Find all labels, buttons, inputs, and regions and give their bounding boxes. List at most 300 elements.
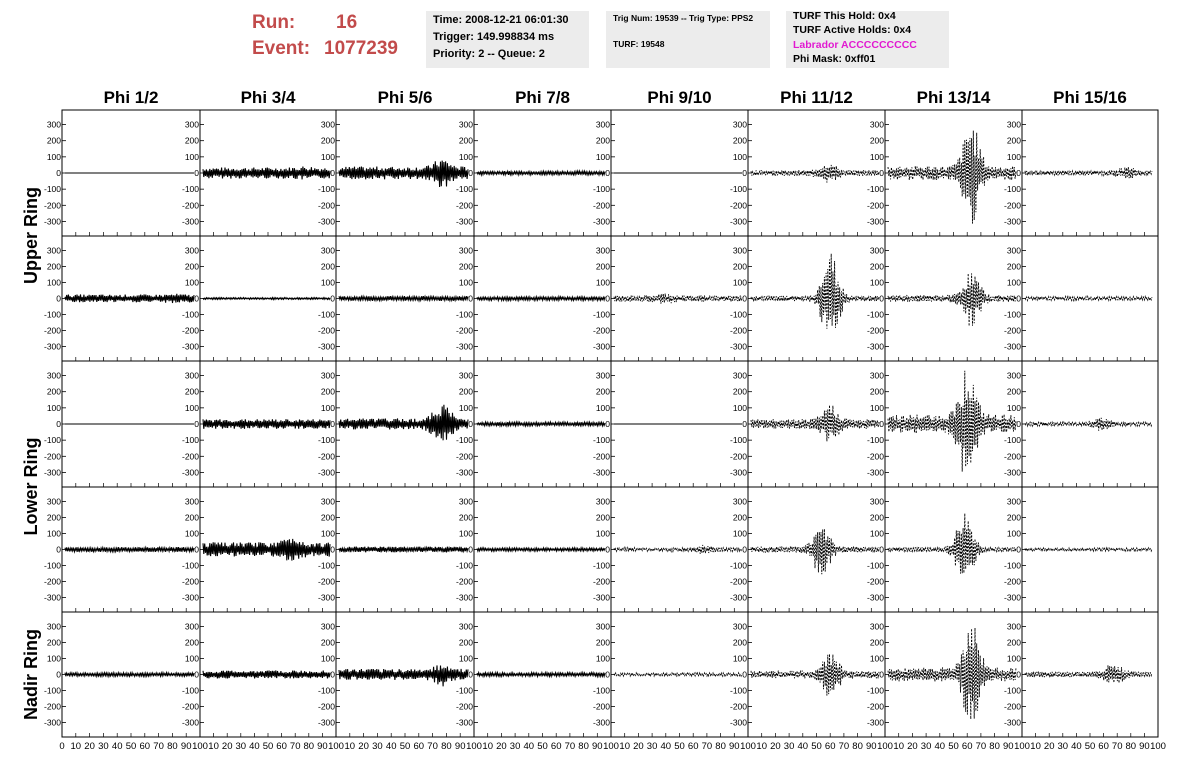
y-tick-label: 0 — [1016, 544, 1021, 555]
y-tick-label: -100 — [729, 685, 747, 696]
time-text: Time: 2008-12-21 06:01:30 — [433, 14, 569, 26]
y-tick-label: 300 — [869, 245, 884, 256]
y-tick-label: -100 — [729, 560, 747, 571]
x-tick-label: 40 — [111, 741, 123, 752]
waveform-trace — [888, 513, 1016, 573]
x-tick-label: 70 — [838, 741, 850, 752]
x-tick-label: 20 — [221, 741, 233, 752]
y-tick-label: -300 — [43, 592, 61, 603]
x-tick-label: 80 — [852, 741, 863, 752]
y-tick-label: 300 — [869, 119, 884, 130]
y-tick-label: 200 — [869, 512, 884, 523]
y-tick-label: -100 — [43, 184, 61, 195]
y-tick-label: 300 — [732, 370, 747, 381]
y-tick-label: 200 — [732, 261, 747, 272]
waveform-trace — [203, 419, 330, 429]
y-tick-label: -200 — [181, 451, 199, 462]
y-tick-label: 200 — [1006, 512, 1021, 523]
waveform-trace — [751, 529, 879, 574]
y-tick-label: 0 — [742, 419, 747, 429]
x-tick-label: 30 — [783, 741, 795, 752]
y-tick-label: -100 — [317, 309, 335, 320]
y-tick-label: -200 — [729, 200, 747, 211]
y-tick-label: -300 — [455, 341, 473, 352]
y-tick-label: 100 — [732, 653, 747, 664]
y-tick-label: 0 — [879, 544, 884, 555]
y-tick-label: 300 — [46, 119, 61, 130]
y-tick-label: 0 — [605, 669, 610, 680]
x-tick-label: 50 — [125, 741, 137, 752]
y-tick-label: -300 — [729, 467, 747, 478]
y-tick-label: -200 — [317, 701, 335, 712]
x-tick-label: 30 — [235, 741, 247, 752]
y-tick-label: 100 — [869, 653, 884, 664]
waveform-trace — [65, 673, 194, 677]
y-tick-label: 200 — [595, 637, 610, 648]
y-tick-label: 300 — [1006, 496, 1021, 507]
waveform-trace — [614, 294, 742, 304]
x-tick-label: 90 — [1139, 741, 1150, 752]
y-tick-label: -200 — [181, 701, 199, 712]
y-tick-label: -200 — [43, 701, 61, 712]
run-label: Run: — [252, 12, 296, 33]
y-tick-label: 100 — [320, 402, 335, 413]
y-tick-label: -300 — [866, 216, 884, 227]
x-tick-label: 50 — [262, 741, 274, 752]
y-tick-label: 100 — [595, 151, 610, 162]
y-tick-label: -300 — [592, 717, 610, 728]
y-tick-label: -100 — [866, 685, 884, 696]
y-tick-label: 0 — [468, 669, 473, 680]
y-tick-label: 100 — [46, 528, 61, 539]
y-tick-label: 100 — [1006, 528, 1021, 539]
x-tick-label: 70 — [1111, 741, 1123, 752]
waveform-trace — [1025, 297, 1152, 301]
y-tick-label: -300 — [1003, 341, 1021, 352]
waveform-trace — [477, 171, 605, 175]
phi-mask-text: Phi Mask: 0xff01 — [793, 53, 876, 65]
y-tick-label: 100 — [458, 653, 473, 664]
y-tick-label: 300 — [869, 621, 884, 632]
y-tick-label: 300 — [732, 245, 747, 256]
waveform-trace — [65, 547, 194, 552]
y-tick-label: -100 — [592, 560, 610, 571]
y-tick-label: -100 — [181, 560, 199, 571]
y-tick-label: 200 — [732, 512, 747, 523]
x-tick-label: 80 — [1125, 741, 1137, 752]
y-tick-label: 100 — [595, 402, 610, 413]
trigger-text: Trigger: 149.998834 ms — [433, 31, 555, 43]
y-tick-label: 0 — [742, 669, 747, 680]
y-tick-label: 100 — [458, 402, 473, 413]
y-tick-label: 0 — [330, 544, 335, 555]
y-tick-label: -200 — [43, 200, 61, 211]
x-tick-label: 60 — [413, 741, 425, 752]
y-tick-label: -100 — [729, 184, 747, 195]
y-tick-label: -300 — [43, 717, 61, 728]
y-tick-label: 100 — [46, 653, 61, 664]
y-tick-label: 100 — [869, 402, 884, 413]
y-tick-label: -200 — [592, 451, 610, 462]
y-tick-label: -200 — [1003, 701, 1021, 712]
x-tick-label: 90 — [866, 741, 877, 752]
y-tick-label: -200 — [181, 200, 199, 211]
row-label: Lower Ring — [21, 437, 41, 536]
x-tick-label: 90 — [1003, 741, 1014, 752]
y-tick-label: 0 — [468, 168, 473, 178]
y-tick-label: -100 — [181, 685, 199, 696]
y-tick-label: 300 — [184, 621, 199, 632]
y-tick-label: -100 — [455, 435, 473, 446]
y-tick-label: -100 — [455, 560, 473, 571]
waveform-trace — [1025, 548, 1152, 551]
x-tick-label: 30 — [1057, 741, 1069, 752]
event-label: Event: — [252, 38, 311, 59]
x-tick-label: 50 — [674, 741, 685, 752]
y-tick-label: 200 — [595, 512, 610, 523]
y-tick-label: -300 — [43, 216, 61, 227]
x-tick-label: 20 — [84, 741, 95, 752]
column-title: Phi 15/16 — [1053, 88, 1127, 107]
y-tick-label: 200 — [184, 135, 199, 146]
column-title: Phi 13/14 — [916, 88, 991, 107]
waveform-trace — [477, 297, 605, 301]
y-tick-label: 100 — [732, 402, 747, 413]
x-tick-label: 80 — [578, 741, 589, 752]
column-title: Phi 5/6 — [377, 88, 433, 107]
y-tick-label: 0 — [742, 544, 747, 555]
y-tick-label: -100 — [1003, 685, 1021, 696]
y-tick-label: 100 — [1006, 402, 1021, 413]
y-tick-label: 100 — [320, 528, 335, 539]
waveform-trace — [888, 628, 1016, 719]
x-tick-label: 20 — [1043, 741, 1055, 752]
y-tick-label: 0 — [879, 419, 884, 429]
y-tick-label: -300 — [181, 467, 199, 478]
y-tick-label: -300 — [729, 717, 747, 728]
y-tick-label: 300 — [869, 496, 884, 507]
y-tick-label: 0 — [194, 168, 199, 178]
y-tick-label: -300 — [866, 717, 884, 728]
y-tick-label: -300 — [181, 592, 199, 603]
y-tick-label: -300 — [592, 467, 610, 478]
y-tick-label: 200 — [595, 261, 610, 272]
x-tick-label: 10 — [70, 741, 82, 752]
x-tick-label: 100 — [192, 741, 208, 752]
row-label: Upper Ring — [21, 187, 41, 284]
y-tick-label: 300 — [595, 621, 610, 632]
y-tick-label: -100 — [1003, 560, 1021, 571]
y-tick-label: 100 — [184, 277, 199, 288]
y-tick-label: -200 — [317, 576, 335, 587]
waveform-trace — [203, 539, 330, 561]
panel-frame — [885, 612, 1022, 737]
y-tick-label: -100 — [455, 685, 473, 696]
waveform-trace — [339, 296, 468, 301]
x-tick-label: 20 — [358, 741, 369, 752]
y-tick-label: 300 — [184, 496, 199, 507]
y-tick-label: 200 — [320, 135, 335, 146]
y-tick-label: -100 — [1003, 309, 1021, 320]
waveform-trace — [751, 654, 879, 696]
waveform-trace — [65, 294, 194, 303]
y-tick-label: 100 — [1006, 151, 1021, 162]
y-tick-label: -100 — [866, 309, 884, 320]
y-tick-label: 0 — [330, 168, 335, 178]
y-tick-label: 100 — [320, 151, 335, 162]
y-tick-label: 0 — [468, 419, 473, 429]
y-tick-label: -100 — [1003, 184, 1021, 195]
x-tick-label: 70 — [153, 741, 164, 752]
y-tick-label: 0 — [1016, 669, 1021, 680]
y-tick-label: 200 — [1006, 637, 1021, 648]
y-tick-label: -300 — [1003, 467, 1021, 478]
waveform-trace — [339, 547, 468, 553]
y-tick-label: -100 — [181, 435, 199, 446]
y-tick-label: 200 — [1006, 261, 1021, 272]
y-tick-label: -300 — [455, 216, 473, 227]
waveform-trace — [888, 273, 1016, 326]
x-tick-label: 20 — [496, 741, 507, 752]
y-tick-label: -100 — [866, 435, 884, 446]
y-tick-label: 200 — [320, 637, 335, 648]
y-tick-label: -200 — [592, 200, 610, 211]
y-tick-label: 0 — [194, 669, 199, 680]
y-tick-label: -300 — [729, 341, 747, 352]
y-tick-label: -200 — [43, 576, 61, 587]
x-tick-label: 50 — [1084, 741, 1096, 752]
y-tick-label: 300 — [595, 119, 610, 130]
row-label: Nadir Ring — [21, 628, 41, 721]
y-tick-label: 0 — [56, 544, 61, 555]
x-tick-label: 20 — [907, 741, 918, 752]
y-tick-label: 300 — [458, 496, 473, 507]
x-tick-label: 10 — [1030, 741, 1041, 752]
y-tick-label: 200 — [184, 261, 199, 272]
x-tick-label: 30 — [920, 741, 932, 752]
y-tick-label: 200 — [320, 512, 335, 523]
y-tick-label: 0 — [56, 419, 61, 429]
y-tick-label: 0 — [56, 293, 61, 304]
y-tick-label: 0 — [605, 293, 610, 304]
y-tick-label: -300 — [866, 467, 884, 478]
y-tick-label: -100 — [455, 184, 473, 195]
x-tick-label: 60 — [1098, 741, 1109, 752]
x-tick-label: 60 — [276, 741, 287, 752]
x-tick-label: 90 — [729, 741, 740, 752]
y-tick-label: 200 — [184, 512, 199, 523]
waveform-trace — [751, 165, 879, 183]
y-tick-label: 0 — [330, 293, 335, 304]
waveform-trace — [614, 673, 742, 676]
y-tick-label: 200 — [458, 261, 473, 272]
y-tick-label: 300 — [46, 370, 61, 381]
y-tick-label: 200 — [320, 261, 335, 272]
y-tick-label: -200 — [181, 576, 199, 587]
x-tick-label: 70 — [975, 741, 987, 752]
x-tick-label: 40 — [797, 741, 809, 752]
y-tick-label: 0 — [194, 544, 199, 555]
y-tick-label: 300 — [732, 119, 747, 130]
y-tick-label: 0 — [879, 669, 884, 680]
y-tick-label: -200 — [1003, 325, 1021, 336]
y-tick-label: -300 — [455, 467, 473, 478]
y-tick-label: -200 — [455, 325, 473, 336]
y-tick-label: -100 — [592, 184, 610, 195]
y-tick-label: 0 — [56, 168, 61, 178]
y-tick-label: 100 — [184, 653, 199, 664]
x-tick-label: 10 — [208, 741, 219, 752]
y-tick-label: -200 — [866, 576, 884, 587]
y-tick-label: -100 — [455, 309, 473, 320]
waveform-trace — [751, 254, 879, 329]
y-tick-label: -300 — [455, 592, 473, 603]
x-tick-label: 80 — [303, 741, 315, 752]
x-tick-label: 20 — [633, 741, 644, 752]
y-tick-label: 300 — [458, 119, 473, 130]
y-tick-label: 100 — [869, 151, 884, 162]
y-tick-label: 0 — [879, 293, 884, 304]
y-tick-label: 100 — [320, 277, 335, 288]
trig-num-text: Trig Num: 19539 -- Trig Type: PPS2 — [613, 13, 754, 23]
y-tick-label: 100 — [184, 151, 199, 162]
x-tick-label: 50 — [811, 741, 822, 752]
y-tick-label: -100 — [317, 560, 335, 571]
x-tick-label: 50 — [948, 741, 959, 752]
x-tick-label: 40 — [1071, 741, 1082, 752]
waveform-trace — [614, 545, 742, 554]
y-tick-label: -200 — [729, 701, 747, 712]
y-tick-label: 300 — [458, 621, 473, 632]
y-tick-label: 200 — [869, 637, 884, 648]
y-tick-label: -100 — [317, 184, 335, 195]
x-tick-label: 90 — [317, 741, 328, 752]
y-tick-label: -300 — [317, 592, 335, 603]
waveform-trace — [751, 405, 879, 441]
y-tick-label: 300 — [595, 370, 610, 381]
x-tick-label: 60 — [687, 741, 699, 752]
y-tick-label: 100 — [458, 151, 473, 162]
y-tick-label: 200 — [458, 512, 473, 523]
y-tick-label: 200 — [458, 637, 473, 648]
waveform-trace — [1025, 167, 1152, 178]
y-tick-label: 200 — [184, 637, 199, 648]
column-title: Phi 3/4 — [240, 88, 296, 107]
y-tick-label: 300 — [184, 119, 199, 130]
y-tick-label: 300 — [46, 621, 61, 632]
y-tick-label: 200 — [458, 135, 473, 146]
y-tick-label: -100 — [43, 560, 61, 571]
waveform-trace — [477, 422, 605, 426]
y-tick-label: 0 — [56, 669, 61, 680]
x-tick-label: 60 — [961, 741, 973, 752]
y-tick-label: 200 — [46, 386, 61, 397]
labrador-text: Labrador ACCCCCCCCC — [793, 39, 917, 51]
y-tick-label: -100 — [866, 184, 884, 195]
y-tick-label: -200 — [866, 325, 884, 336]
y-tick-label: 100 — [46, 402, 61, 413]
x-tick-label: 60 — [550, 741, 562, 752]
x-tick-label: 10 — [756, 741, 767, 752]
y-tick-label: 100 — [595, 653, 610, 664]
x-tick-label: 100 — [328, 741, 344, 752]
waveform-trace — [477, 548, 605, 551]
y-tick-label: 200 — [595, 135, 610, 146]
y-tick-label: -100 — [592, 309, 610, 320]
y-tick-label: 200 — [732, 386, 747, 397]
y-tick-label: 0 — [879, 168, 884, 178]
y-tick-label: 0 — [1016, 419, 1021, 429]
y-tick-label: 0 — [330, 669, 335, 680]
y-tick-label: -100 — [43, 685, 61, 696]
y-tick-label: -200 — [43, 451, 61, 462]
waveform-trace — [1025, 665, 1152, 683]
y-tick-label: -200 — [43, 325, 61, 336]
y-tick-label: 100 — [732, 151, 747, 162]
y-tick-label: -300 — [1003, 717, 1021, 728]
x-tick-label: 100 — [1014, 741, 1030, 752]
y-tick-label: 0 — [330, 419, 335, 429]
y-tick-label: -300 — [181, 717, 199, 728]
y-tick-label: -200 — [455, 451, 473, 462]
column-title: Phi 9/10 — [647, 88, 712, 107]
y-tick-label: -200 — [729, 325, 747, 336]
y-tick-label: -300 — [729, 592, 747, 603]
waveform-trace — [339, 405, 468, 441]
x-tick-label: 10 — [893, 741, 904, 752]
waveform-trace — [1025, 418, 1152, 431]
y-tick-label: -100 — [181, 184, 199, 195]
y-tick-label: 0 — [605, 168, 610, 178]
y-tick-label: 100 — [1006, 277, 1021, 288]
x-tick-label: 30 — [372, 741, 383, 752]
y-tick-label: 200 — [1006, 386, 1021, 397]
y-tick-label: 100 — [595, 277, 610, 288]
y-tick-label: 200 — [320, 386, 335, 397]
y-tick-label: -300 — [729, 216, 747, 227]
x-tick-label: 30 — [509, 741, 521, 752]
y-tick-label: -200 — [866, 701, 884, 712]
x-tick-label: 50 — [537, 741, 548, 752]
x-tick-label: 70 — [289, 741, 301, 752]
column-title: Phi 1/2 — [103, 88, 159, 107]
y-tick-label: 300 — [46, 245, 61, 256]
y-tick-label: 100 — [869, 528, 884, 539]
priority-text: Priority: 2 -- Queue: 2 — [433, 48, 545, 60]
y-tick-label: -200 — [1003, 451, 1021, 462]
y-tick-label: 200 — [46, 135, 61, 146]
x-tick-label: 70 — [701, 741, 713, 752]
y-tick-label: 200 — [595, 386, 610, 397]
y-tick-label: 300 — [458, 245, 473, 256]
y-tick-label: 300 — [1006, 370, 1021, 381]
y-tick-label: -200 — [592, 701, 610, 712]
y-tick-label: -300 — [1003, 592, 1021, 603]
x-tick-label: 20 — [770, 741, 781, 752]
x-tick-label: 40 — [934, 741, 946, 752]
y-tick-label: -300 — [317, 341, 335, 352]
y-tick-label: -200 — [455, 200, 473, 211]
y-tick-label: -200 — [866, 451, 884, 462]
y-tick-label: -200 — [317, 325, 335, 336]
y-tick-label: 0 — [742, 293, 747, 304]
y-tick-label: -200 — [317, 200, 335, 211]
y-tick-label: 300 — [1006, 119, 1021, 130]
x-tick-label: 100 — [1150, 741, 1166, 752]
y-tick-label: 100 — [458, 528, 473, 539]
event-value: 1077239 — [324, 38, 398, 59]
y-tick-label: 200 — [184, 386, 199, 397]
